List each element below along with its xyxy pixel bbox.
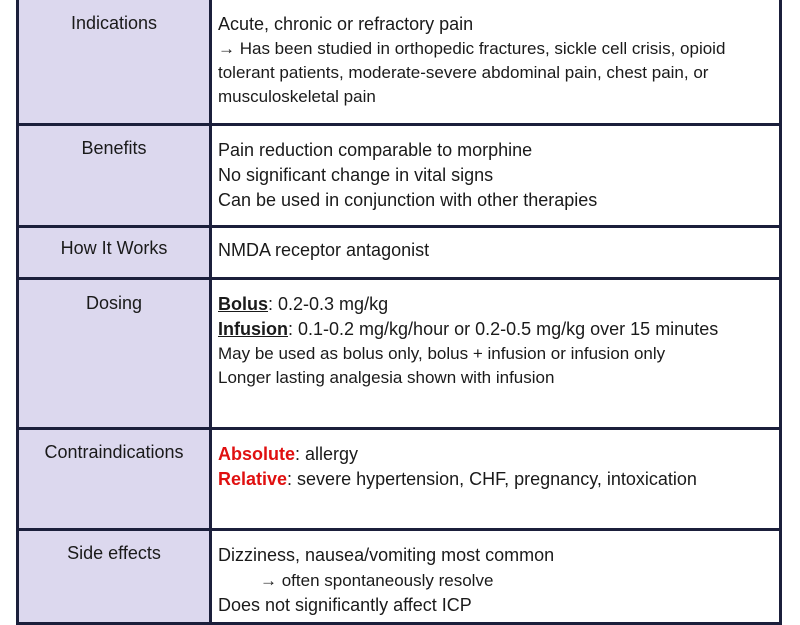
row-label-cell	[18, 279, 211, 429]
table-row	[18, 429, 781, 530]
dosing-note: May be used as bolus only, bolus + infusion or infusion only	[218, 344, 666, 363]
row-content-cell	[211, 530, 781, 624]
row-content-cell	[211, 125, 781, 227]
row-content-cell	[211, 0, 781, 125]
table-row	[18, 125, 781, 227]
benefits-line: No significant change in vital signs	[218, 165, 494, 185]
absolute-line	[218, 442, 769, 467]
row-label: Contraindications	[44, 442, 184, 462]
dosing-note: Longer lasting analgesia shown with infusion	[218, 368, 555, 387]
row-label: Benefits	[81, 138, 147, 158]
table-row	[18, 530, 781, 624]
relative-line	[218, 467, 769, 492]
row-label-cell	[18, 530, 211, 624]
row-label: Dosing	[85, 293, 143, 313]
row-content-cell	[211, 227, 781, 279]
row-label: Side effects	[67, 543, 161, 563]
infusion-value: : 0.1-0.2 mg/kg/hour or 0.2-0.5 mg/kg over 15 minutes	[288, 319, 719, 339]
side-effects-line: Does not significantly affect ICP	[218, 595, 472, 615]
info-table	[16, 0, 782, 625]
dosing-infusion-line	[218, 317, 769, 342]
absolute-value: : allergy	[295, 444, 359, 464]
dosing-bolus-line	[218, 292, 769, 317]
row-label-cell	[18, 429, 211, 530]
bolus-key: Bolus	[218, 294, 269, 314]
row-label-cell	[18, 227, 211, 279]
row-label-cell	[18, 0, 211, 125]
indications-detail: → Has been studied in orthopedic fractures, sickle cell crisis, opioid tolerant patients, moderate-severe abdominal pain, chest pain, or musculoskeletal pain	[218, 39, 726, 106]
row-label: Indications	[70, 13, 158, 33]
side-effects-line: Dizziness, nausea/vomiting most common	[218, 545, 555, 565]
benefits-line: Can be used in conjunction with other therapies	[218, 190, 598, 210]
row-content-cell	[211, 429, 781, 530]
infusion-key: Infusion	[218, 319, 288, 339]
indications-line: Acute, chronic or refractory pain	[218, 14, 474, 34]
table-row	[18, 0, 781, 125]
row-label-cell	[18, 125, 211, 227]
bolus-value: : 0.2-0.3 mg/kg	[268, 294, 389, 314]
benefits-line: Pain reduction comparable to morphine	[218, 140, 533, 160]
table-row	[18, 279, 781, 429]
row-label: How It Works	[60, 238, 168, 258]
row-content-cell	[211, 279, 781, 429]
absolute-key: Absolute	[218, 444, 296, 464]
relative-key: Relative	[218, 469, 288, 489]
side-effects-subline: → often spontaneously resolve	[260, 571, 494, 590]
table-row	[18, 227, 781, 279]
relative-value: : severe hypertension, CHF, pregnancy, intoxication	[287, 469, 697, 489]
mechanism-line: NMDA receptor antagonist	[218, 240, 430, 260]
